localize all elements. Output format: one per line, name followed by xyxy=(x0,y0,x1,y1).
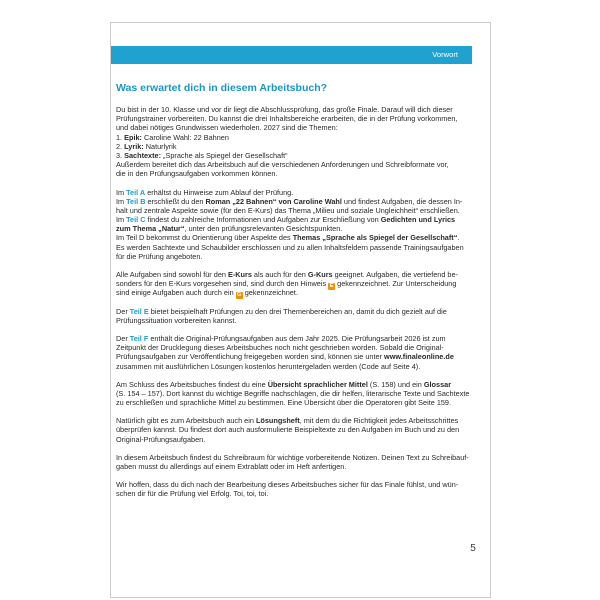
bold-text: Sachtexte: xyxy=(124,150,162,160)
text-run: , unter den prüfungsrelevanten Gesichtspunkten. xyxy=(184,224,343,234)
course-badge: E xyxy=(329,283,334,290)
text-run: Der xyxy=(116,333,130,343)
text-run: Alle Aufgaben sind sowohl für den xyxy=(116,270,228,279)
text-run: Du bist in der 10. Klasse und vor dir liegt die Abschlussprüfung, das große Finale. Darauf will dich dieser xyxy=(116,105,453,114)
paragraph xyxy=(116,188,484,262)
text-line xyxy=(116,151,484,160)
text-line xyxy=(116,380,484,389)
text-line xyxy=(116,188,484,197)
section-reference: Teil A xyxy=(126,187,146,197)
text-line xyxy=(116,270,484,279)
text-line xyxy=(116,105,484,114)
page-number: 5 xyxy=(470,543,476,554)
paragraph xyxy=(116,380,484,408)
text-line xyxy=(116,123,484,132)
section-reference: Teil E xyxy=(129,306,149,316)
text-run: Es werden Sachtexte und Schaubilder erschlossen und zu allen Inhaltsfeldern passende Trainingsaufgaben xyxy=(116,242,464,252)
paragraph xyxy=(116,270,484,298)
chapter-label: Vorwort xyxy=(432,50,458,59)
bold-text: Roman „22 Bahnen“ von Caroline Wahl xyxy=(205,196,342,206)
bold-text: Themas „Sprache als Spiegel der Gesellschaft“ xyxy=(292,233,458,243)
paragraph xyxy=(116,105,484,179)
bold-text: Gedichten und Lyrics xyxy=(380,215,456,225)
text-run: zu erschließen und sprachliche Mittel zu bestimmen. Eine Übersicht über die Operatoren gibt Seite 159. xyxy=(116,398,452,408)
text-run: Prüfungssituation vorbereiten kannst. xyxy=(116,315,237,325)
text-run: Original-Prüfungsaufgaben. xyxy=(116,434,206,444)
text-run: gekennzeichnet. Zur Unterscheidung xyxy=(335,279,457,289)
text-line xyxy=(116,389,484,398)
text-line xyxy=(116,480,484,489)
text-run: als auch für den xyxy=(251,270,308,279)
text-line xyxy=(116,435,484,444)
text-run: für die Prüfung angeboten. xyxy=(116,251,203,261)
text-run: Außerdem bereitet dich das Arbeitsbuch auf die verschiedenen Anforderungen und Schreibformate vor, xyxy=(116,160,449,170)
text-run: sind einige Aufgaben auch durch ein xyxy=(116,288,236,298)
text-run: Der xyxy=(116,306,130,316)
text-line xyxy=(116,279,484,288)
bold-text: Epik: xyxy=(124,132,142,142)
text-run: gaben musst du allerdings auf einem Extrablatt oder im Heft anfertigen. xyxy=(116,462,347,471)
text-line xyxy=(116,489,484,498)
text-run: sonders für den E-Kurs vorgesehen sind, sind durch den Hinweis xyxy=(116,279,329,289)
bold-text: Lyrik: xyxy=(124,141,144,151)
bold-text: www.finaleonline.de xyxy=(384,352,454,362)
text-line xyxy=(116,343,484,352)
section-reference: Teil C xyxy=(126,215,146,225)
text-run: . xyxy=(457,233,460,243)
text-run: 1. xyxy=(116,132,125,142)
chapter-header-bar xyxy=(111,46,472,64)
text-line xyxy=(116,160,484,169)
page-title: Was erwartet dich in diesem Arbeitsbuch? xyxy=(116,82,328,94)
text-run: Prüfungstrainer vorbereiten. Du kannst die drei Inhaltsbereiche erarbeiten, die in der Prüfung vorkommen, xyxy=(116,114,458,124)
text-run: 2. xyxy=(116,141,125,151)
text-run: Wir hoffen, dass du dich nach der Bearbeitung dieses Arbeitsbuches sicher für das Finale fühlst, und wün- xyxy=(116,480,459,490)
text-line xyxy=(116,334,484,343)
text-run: halt und zentrale Aspekte sowie (für den E-Kurs) das Thema „Milieu und soziale Ungleichheit“ erschließen. xyxy=(116,205,460,215)
bold-text: Glossar xyxy=(423,379,452,389)
text-line xyxy=(116,215,484,224)
text-run: Im Teil D bekommst du Orientierung über Aspekte des xyxy=(116,233,293,243)
text-run: Caroline Wahl: 22 Bahnen xyxy=(141,132,229,142)
text-run: überprüfen kannst. Du findest dort auch ausformulierte Beispieltexte zu den Aufgaben im Buch und zu den xyxy=(116,425,460,435)
text-run: Im xyxy=(116,215,127,225)
text-run: In diesem Arbeitsbuch findest du Schreibraum für wichtige vorbereitende Notizen. Deinen Text zu Schreibauf- xyxy=(116,452,469,462)
text-run: enthält die Original-Prüfungsaufgaben aus dem Jahr 2025. Die Prüfungsarbeit 2026 ist zum xyxy=(148,333,446,343)
paragraph xyxy=(116,416,484,444)
bold-text: G-Kurs xyxy=(307,270,333,279)
bold-text: Lösungsheft xyxy=(255,416,300,426)
text-line xyxy=(116,453,484,462)
text-run: erschließt du den xyxy=(145,196,206,206)
text-run: Prüfungsaufgaben zur Veröffentlichung freigegeben worden sind, können sie unter xyxy=(116,352,385,362)
text-run: und findest Aufgaben, die dessen In- xyxy=(341,196,463,206)
text-run: die in den Prüfungsaufgaben vorkommen können. xyxy=(116,169,278,179)
text-line xyxy=(116,169,484,178)
text-run: Zeitpunkt der Drucklegung dieses Arbeitsbuches noch nicht geschrieben worden. Sobald die Original- xyxy=(116,343,444,353)
paragraph xyxy=(116,480,484,498)
text-line xyxy=(116,462,484,471)
text-line xyxy=(116,142,484,151)
text-line xyxy=(116,197,484,206)
body-text xyxy=(116,105,484,508)
text-line xyxy=(116,316,484,325)
text-line xyxy=(116,362,484,371)
text-line xyxy=(116,224,484,233)
bold-text: zum Thema „Natur“ xyxy=(116,224,185,234)
text-run: Naturlyrik xyxy=(143,141,177,151)
text-run: und dabei nötiges Grundwissen wiederholen. 2027 sind die Themen: xyxy=(116,123,338,133)
text-line xyxy=(116,252,484,261)
text-run: Im xyxy=(116,196,127,206)
paragraph xyxy=(116,307,484,325)
text-run: Im xyxy=(116,187,127,197)
text-line xyxy=(116,398,484,407)
text-run: 3. xyxy=(116,150,125,160)
text-line xyxy=(116,307,484,316)
text-run: bietet beispielhaft Prüfungen zu den drei Themenbereichen an, damit du dich gezielt auf die xyxy=(148,306,447,316)
text-line xyxy=(116,288,484,297)
text-line xyxy=(116,114,484,123)
text-run: (S. 154 – 157). Dort kannst du wichtige Begriffe nachschlagen, die dir helfen, literarische Texte und Sachtexte xyxy=(116,388,470,398)
paragraph xyxy=(116,453,484,471)
bold-text: Übersicht sprachlicher Mittel xyxy=(267,379,368,389)
text-run: gekennzeichnet. xyxy=(242,288,298,298)
text-run: „Sprache als Spiegel der Gesellschaft“ xyxy=(161,150,288,160)
text-run: geeignet. Aufgaben, die vertiefend be- xyxy=(332,270,458,279)
text-run: erhältst du Hinweise zum Ablauf der Prüfung. xyxy=(145,187,294,197)
text-run: findest du zahlreiche Informationen und Aufgaben zur Erschließung von xyxy=(145,215,381,225)
text-line xyxy=(116,206,484,215)
text-run: schen dir für die Prüfung viel Erfolg. Toi, toi, toi. xyxy=(116,489,269,499)
text-line xyxy=(116,416,484,425)
text-line xyxy=(116,243,484,252)
text-line xyxy=(116,352,484,361)
text-run: zusammen mit ausführlichen Lösungen kostenlos heruntergeladen werden (Code auf Seite 4). xyxy=(116,361,421,371)
bold-text: E-Kurs xyxy=(227,270,252,279)
text-line xyxy=(116,425,484,434)
text-run: Am Schluss des Arbeitsbuches findest du eine xyxy=(116,379,268,389)
course-badge: G xyxy=(237,292,242,299)
text-line xyxy=(116,133,484,142)
text-run: Natürlich gibt es zum Arbeitsbuch auch ein xyxy=(116,416,256,426)
text-run: , mit dem du die Richtigkeit jedes Arbeitsschrittes xyxy=(299,416,459,426)
section-reference: Teil F xyxy=(129,333,149,343)
section-reference: Teil B xyxy=(126,196,146,206)
text-line xyxy=(116,233,484,242)
paragraph xyxy=(116,334,484,371)
text-run: (S. 158) und ein xyxy=(367,379,424,389)
